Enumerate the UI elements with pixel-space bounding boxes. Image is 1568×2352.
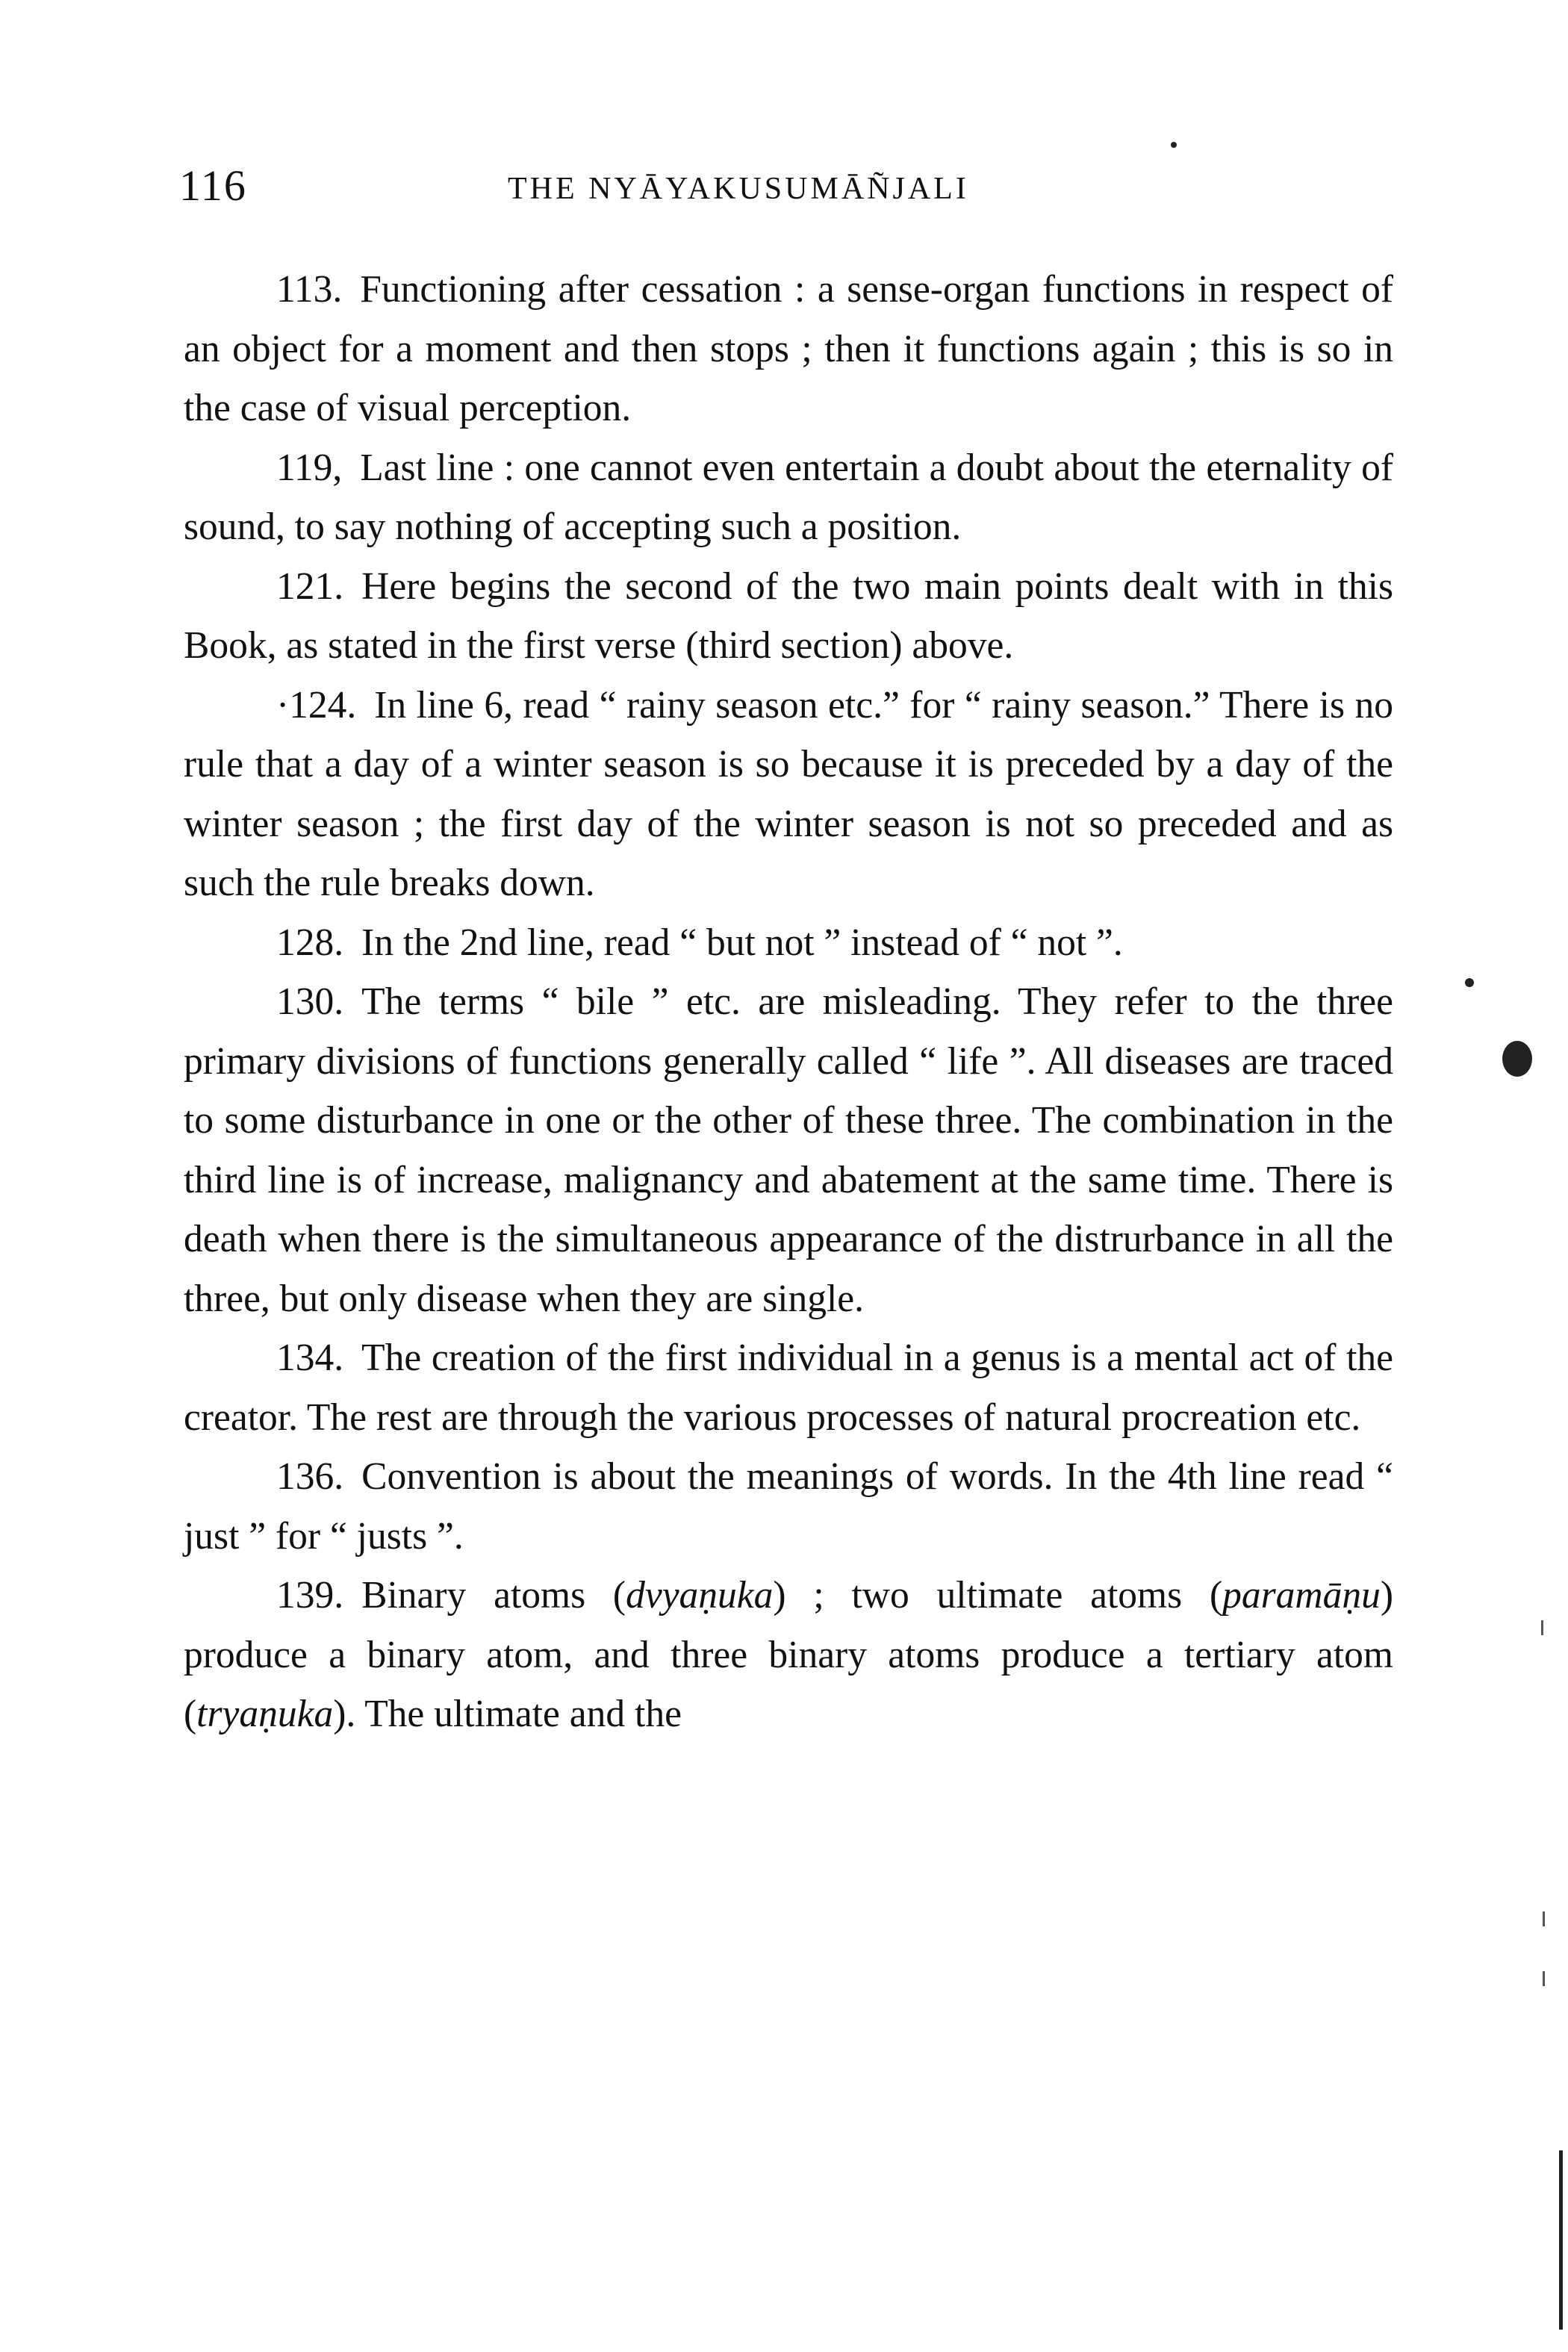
page-edge-shadow <box>1559 2150 1563 2330</box>
sanskrit-term: tryaṇuka <box>196 1693 334 1735</box>
note-text-part: ) produce a binary atom, and three binary atoms produce a tertiary atom ( <box>184 1574 1393 1735</box>
scan-mark <box>1543 1971 1545 1986</box>
scan-mark <box>1541 1620 1543 1635</box>
note-134 <box>184 1328 1393 1447</box>
note-121 <box>184 557 1393 676</box>
scan-mark <box>1543 1911 1545 1926</box>
note-number: ·124. <box>276 683 357 727</box>
running-title: THE NYĀYAKUSUMĀÑJALI <box>508 172 969 206</box>
note-119 <box>184 438 1393 557</box>
note-number: 113. <box>276 268 343 311</box>
note-number: 121. <box>276 564 344 608</box>
note-136 <box>184 1447 1393 1566</box>
note-text: Here begins the second of the two main points dealt with in this Book, as stated in the first verse (third section) above. <box>184 564 1393 667</box>
note-139 <box>184 1566 1393 1744</box>
ink-speck <box>1171 142 1177 148</box>
notes-text <box>184 260 1393 1744</box>
note-number: 136. <box>276 1455 344 1498</box>
note-text: Last line : one cannot even entertain a doubt about the eternality of sound, to say nothing of accepting such a position. <box>184 446 1393 548</box>
ink-speck <box>1465 978 1474 987</box>
note-text-part: Binary atoms ( <box>361 1574 626 1617</box>
sanskrit-term: paramāṇu <box>1222 1574 1381 1617</box>
note-number: 130. <box>276 980 344 1023</box>
page-number: 116 <box>179 161 247 210</box>
page-header <box>179 161 1396 228</box>
note-number: 119, <box>276 446 343 489</box>
note-text: Convention is about the meanings of words. In the 4th line read “ just ” for “ justs ”. <box>184 1455 1393 1558</box>
note-text: Functioning after cessation : a sense-organ functions in respect of an object for a moment and then stops ; then it functions again ; this is so in the case of visual perception. <box>184 268 1393 429</box>
note-text-part: ) ; two ultimate atoms ( <box>773 1574 1223 1617</box>
note-number: 134. <box>276 1337 344 1379</box>
note-text: In the 2nd line, read “ but not ” instead of “ not ”. <box>361 921 1123 964</box>
note-text: The terms “ bile ” etc. are misleading. They refer to the three primary divisions of functions generally called “ life ”. All diseases are traced to some disturbance in one or the other of these three. The combination in the third line is of increase, malignancy and abatement at the same time. There is death when there is the simultaneous appearance of the distrurbance in all the three, but only disease when they are single. <box>184 980 1393 1320</box>
note-text-part: ). The ultimate and the <box>333 1693 682 1735</box>
note-128 <box>184 913 1393 973</box>
note-number: 139. <box>276 1574 344 1617</box>
note-130 <box>184 972 1393 1328</box>
note-124 <box>184 676 1393 913</box>
note-text: The creation of the first individual in a genus is a mental act of the creator. The rest are through the various processes of natural procreation etc. <box>184 1337 1393 1439</box>
note-number: 128. <box>276 921 344 964</box>
note-text: In line 6, read “ rainy season etc.” for “ rainy season.” There is no rule that a day of a winter season is so because it is preceded by a day of the winter season ; the first day of the winter season is not so preceded and as such the rule breaks down. <box>184 683 1393 904</box>
ink-blot <box>1502 1041 1532 1077</box>
sanskrit-term: dvyaṇuka <box>626 1574 774 1617</box>
note-113 <box>184 260 1393 438</box>
